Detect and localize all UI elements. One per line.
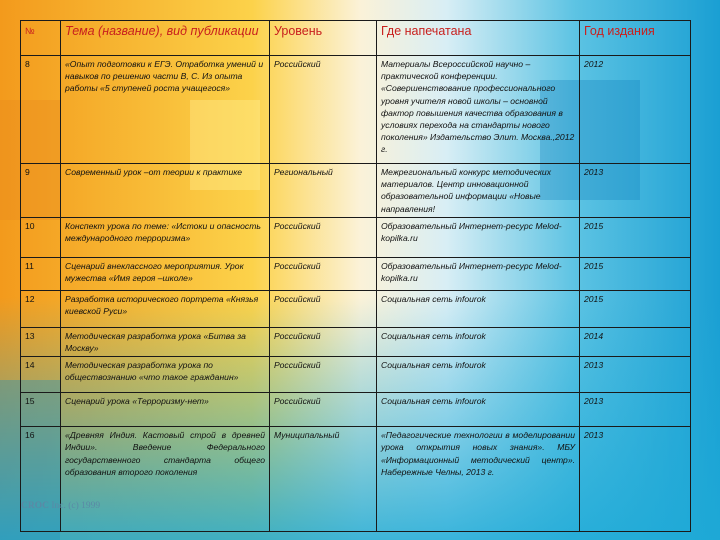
header-level: Уровень (270, 21, 377, 56)
cell-level: Российский (270, 393, 377, 427)
cell-year: 2015 (580, 257, 691, 290)
cell-num: 14 (21, 357, 61, 393)
cell-where: Образовательный Интернет-ресурс Melod-kopilka.ru (377, 217, 580, 257)
cell-topic: Сценарий внеклассного мероприятия. Урок мужества «Имя героя –школе» (61, 257, 270, 290)
cell-year: 2012 (580, 56, 691, 164)
cell-level: Российский (270, 290, 377, 327)
cell-topic: Конспект урока по теме: «Истоки и опасность международного терроризма» (61, 217, 270, 257)
header-where: Где напечатана (377, 21, 580, 56)
table-row (21, 257, 691, 290)
cell-where: Материалы Всероссийской научно – практической конференции. «Совершенствование профессионального уровня учителя новой школы – основной фактор повышения качества образования в условиях перехода на стандарты нового поколения» Издательство Элит. Москва.,2012 г. (377, 56, 580, 164)
cell-where: Социальная сеть infourok (377, 290, 580, 327)
cell-year: 2014 (580, 327, 691, 356)
cell-where: «Педагогические технологии в моделировании урока открытия новых знания». МБУ «Информационный методический центр». Набережные Челны, 2013 г. (377, 427, 580, 532)
cell-topic: «Древняя Индия. Кастовый строй в древней Индии». Введение Федерального государственного стандарта общего образования второго поколения (61, 427, 270, 532)
cell-topic: Методическая разработка урока по обществознанию «что такое гражданин» (61, 357, 270, 393)
cell-num: 13 (21, 327, 61, 356)
cell-level: Российский (270, 357, 377, 393)
cell-level: Региональный (270, 164, 377, 218)
cell-level: Российский (270, 257, 377, 290)
cell-year: 2013 (580, 427, 691, 532)
cell-year: 2013 (580, 164, 691, 218)
cell-level: Муниципальный (270, 427, 377, 532)
table-row (21, 327, 691, 356)
table-row (21, 164, 691, 218)
table-row (21, 427, 691, 532)
table-row (21, 217, 691, 257)
publications-table (20, 20, 691, 532)
header-num: № (21, 21, 61, 56)
table-row (21, 357, 691, 393)
cell-num: 10 (21, 217, 61, 257)
cell-year: 2015 (580, 217, 691, 257)
cell-num: 9 (21, 164, 61, 218)
table-row (21, 393, 691, 427)
cell-topic: Сценарий урока «Терроризму-нет» (61, 393, 270, 427)
table-row (21, 290, 691, 327)
header-year: Год издания (580, 21, 691, 56)
cell-num: 11 (21, 257, 61, 290)
cell-topic: Методическая разработка урока «Битва за Москву» (61, 327, 270, 356)
cell-where: Социальная сеть infourok (377, 393, 580, 427)
table-row (21, 56, 691, 164)
cell-where: Социальная сеть infourok (377, 357, 580, 393)
footer-text: Inc. (c) 1999 (51, 501, 101, 511)
header-topic: Тема (название), вид публикации (61, 21, 270, 56)
cell-where: Социальная сеть infourok (377, 327, 580, 356)
cell-num: 8 (21, 56, 61, 164)
cell-num: 16 (21, 427, 61, 532)
cell-where: Образовательный Интернет-ресурс Melod-kopilka.ru (377, 257, 580, 290)
cell-level: Российский (270, 327, 377, 356)
cell-year: 2013 (580, 393, 691, 427)
cell-topic: «Опыт подготовки к ЕГЭ. Отработка умений и навыков по решению части В, С. Из опыта работы «5 ступеней роста учащегося» (61, 56, 270, 164)
footer-copyright (21, 501, 100, 511)
cell-where: Межрегиональный конкурс методических материалов. Центр инновационной образовательной информации «Новые направления! (377, 164, 580, 218)
cell-topic: Современный урок –от теории к практике (61, 164, 270, 218)
cell-level: Российский (270, 217, 377, 257)
cell-num: 15 (21, 393, 61, 427)
cell-year: 2015 (580, 290, 691, 327)
cell-topic: Разработка исторического портрета «Князья киевской Руси» (61, 290, 270, 327)
cell-num: 12 (21, 290, 61, 327)
footer-brand: CROC (21, 501, 49, 511)
cell-level: Российский (270, 56, 377, 164)
cell-year: 2013 (580, 357, 691, 393)
table-header-row (21, 21, 691, 56)
